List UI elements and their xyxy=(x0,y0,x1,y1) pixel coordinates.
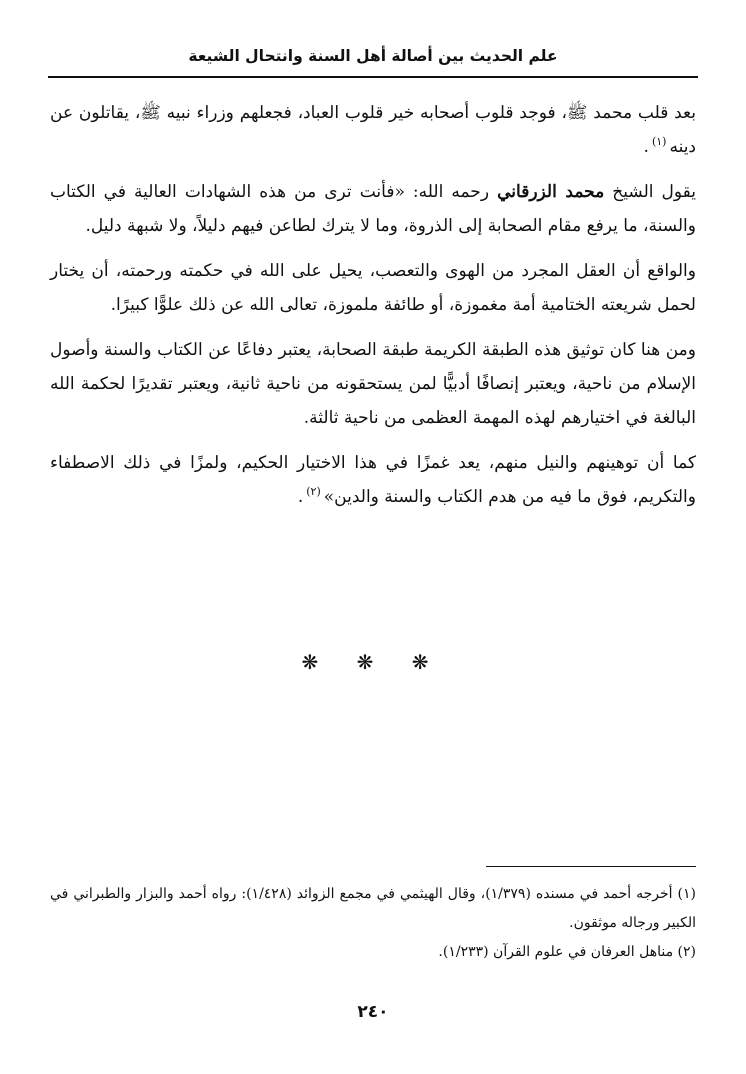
footnotes xyxy=(50,880,696,967)
paragraph-2 xyxy=(50,175,696,243)
paragraph-5 xyxy=(50,446,696,514)
paragraph-3: والواقع أن العقل المجرد من الهوى والتعصب، يحيل على الله في حكمته ورحمته، أن يختار لحمل شريعته الختامية أمة مغموزة، أو طائفة ملموزة، تعالى الله عن ذلك علوًّا كبيرًا. xyxy=(50,261,696,315)
main-text xyxy=(50,96,696,525)
section-separator: ❋ ❋ ❋ xyxy=(301,650,445,674)
paragraph-1-end: . xyxy=(643,137,649,157)
running-header: علم الحديث بين أصالة أهل السنة وانتحال الشيعة xyxy=(188,47,558,65)
paragraph-5-end: . xyxy=(297,487,304,507)
paragraph-1 xyxy=(50,96,696,164)
footnote-rule xyxy=(486,866,696,867)
paragraph-5-text: كما أن توهينهم والنيل منهم، يعد غمزًا في هذا الاختيار الحكيم، ولمزًا في ذلك الاصطفاء والتكريم، فوق ما فيه من هدم الكتاب والسنة والدين» xyxy=(50,453,696,507)
header-rule xyxy=(48,76,698,78)
paragraph-1-text: بعد قلب محمد ﷺ، فوجد قلوب أصحابه خير قلوب العباد، فجعلهم وزراء نبيه ﷺ، يقاتلون عن دينه xyxy=(50,103,696,157)
footnote-1: (١) أخرجه أحمد في مسنده (١/٣٧٩)، وقال الهيثمي في مجمع الزوائد (١/٤٢٨): رواه أحمد والبزار والطبراني في الكبير ورجاله موثقون. xyxy=(50,886,696,931)
scholar-name: محمد الزرقاني xyxy=(497,182,605,202)
paragraph-4: ومن هنا كان توثيق هذه الطبقة الكريمة طبقة الصحابة، يعتبر دفاعًا عن الكتاب والسنة وأصول الإسلام من ناحية، ويعتبر إنصافًا أدبيًّا لمن يستحقونه من ناحية ثانية، ويعتبر تقديرًا لحكمة الله البالغة في اختيارهم لهذه المهمة العظمى من ناحية ثالثة. xyxy=(50,340,696,428)
paragraph-2-start: يقول الشيخ xyxy=(604,182,697,202)
page-number: ٢٤٠ xyxy=(357,1002,389,1022)
paragraph-2-rest: رحمه الله: «فأنت ترى من هذه الشهادات العالية في الكتاب والسنة، ما يرفع مقام الصحابة إلى الذروة، وما لا يترك لطاعن فيهم دليلاً، ولا شبهة دليل. xyxy=(50,182,696,236)
footnote-ref-1[interactable]: (١) xyxy=(651,135,667,149)
footnote-2: (٢) مناهل العرفان في علوم القرآن (١/٢٣٣). xyxy=(438,944,696,960)
footnote-ref-2[interactable]: (٢) xyxy=(306,485,321,499)
